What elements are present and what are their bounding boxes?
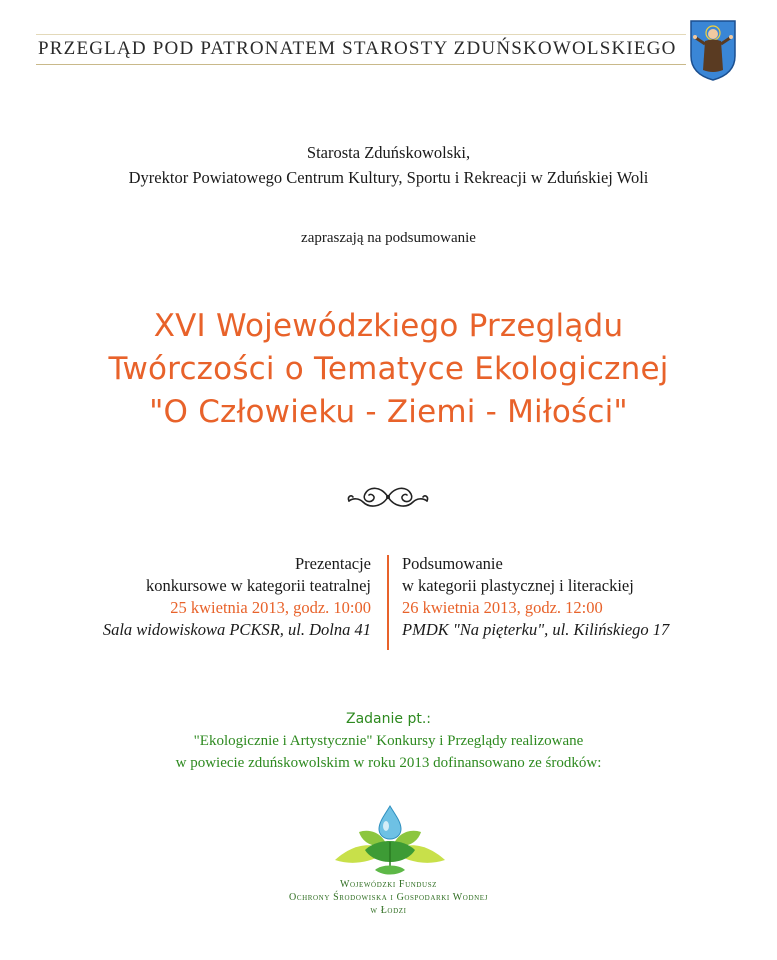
event-left [103,553,371,641]
event-divider [387,555,389,650]
header-top-rule [36,34,686,35]
event-left-date: 25 kwietnia 2013, godz. 10:00 [170,598,371,617]
event-left-line-2: konkursowe w kategorii teatralnej [146,576,371,595]
event-title-line-1: XVI Wojewódzkiego Przeglądu [153,308,624,344]
event-title-line-3: "O Człowieku - Ziemi - Miłości" [149,394,628,430]
sponsor-name [0,878,777,917]
event-right-line-2: w kategorii plastycznej i literackiej [402,576,634,595]
organizers-line-2: Dyrektor Powiatowego Centrum Kultury, Sportu i Rekreacji w Zduńskiej Woli [128,168,649,187]
event-right-line-1: Podsumowanie [402,554,503,573]
event-title-line-2: Twórczości o Tematyce Ekologicznej [108,351,669,387]
invite-text: zapraszają na podsumowanie [301,230,476,246]
sponsor-line-3: w Łodzi [370,905,407,916]
event-right-date: 26 kwietnia 2013, godz. 12:00 [402,598,603,617]
event-left-place: Sala widowiskowa PCKSR, ul. Dolna 41 [102,620,371,639]
organizers-block [0,140,777,190]
sponsor-line-1: Wojewódzki Fundusz [339,879,438,890]
funding-note [0,708,777,774]
funding-line-1: Zadanie pt.: [345,711,431,727]
funding-line-2: "Ekologicznie i Artystycznie" Konkursy i Przeglądy realizowane [193,733,584,749]
coat-of-arms-icon [688,18,738,82]
event-right [402,553,669,641]
funding-line-3: w powiecie zduńskowolskim w roku 2013 dofinansowano ze środków: [175,755,602,771]
event-title [0,305,777,434]
wfosigw-logo-icon [325,802,455,880]
event-right-place: PMDK "Na pięterku", ul. Kilińskiego 17 [402,620,670,639]
header-title: PRZEGLĄD POD PATRONATEM STAROSTY ZDUŃSKOWOLSKIEGO [38,38,677,59]
organizers-line-1: Starosta Zduńskowolski, [306,143,471,162]
ornament-icon [343,480,433,514]
header-rule [36,64,686,65]
sponsor-line-2: Ochrony Środowiska i Gospodarki Wodnej [289,892,488,903]
event-left-line-1: Prezentacje [294,554,371,573]
